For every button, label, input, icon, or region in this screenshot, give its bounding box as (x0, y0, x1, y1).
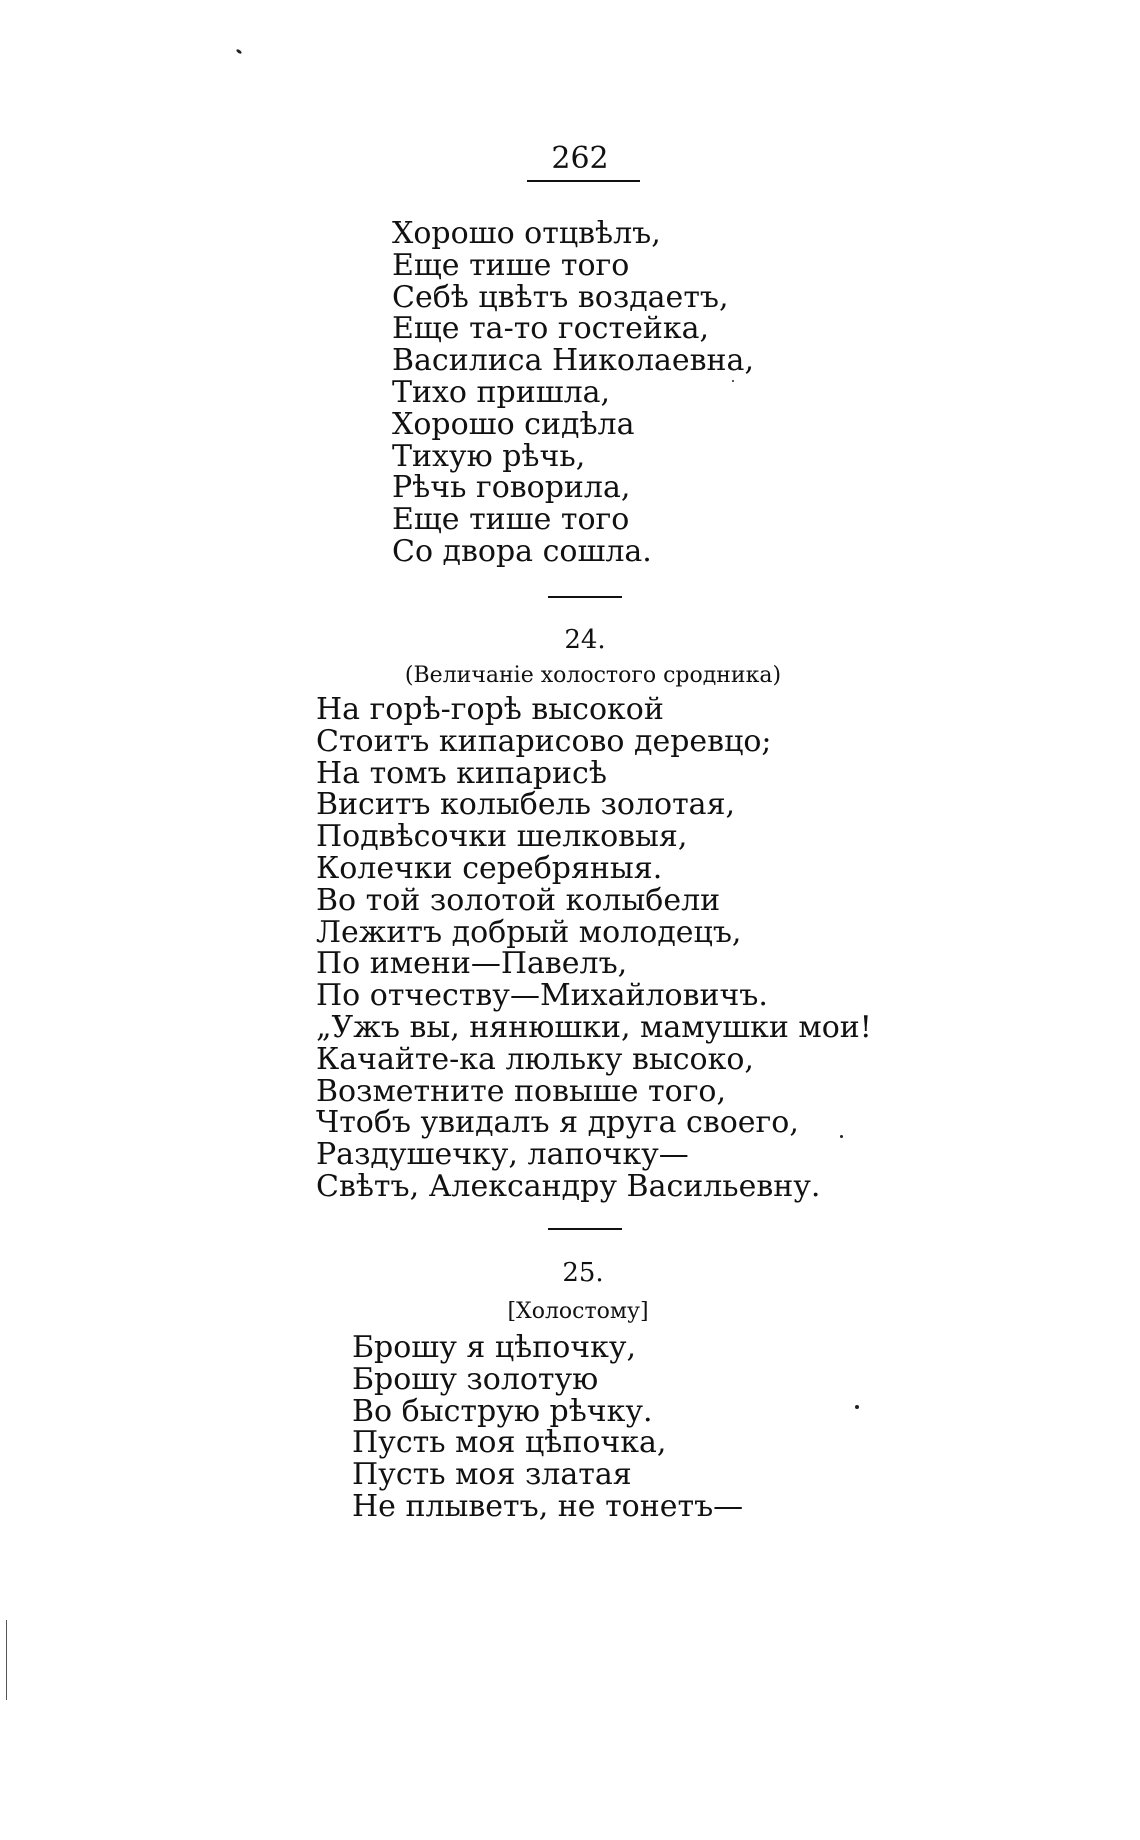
verse-line: „Ужъ вы, нянюшки, мамушки мои! (316, 1009, 872, 1045)
verse-line: Лежитъ добрый молодецъ, (316, 914, 742, 950)
stanza-continued (392, 218, 754, 568)
verse-line: Еще тише того (392, 502, 630, 538)
verse-line: Качайте-ка люльку высоко, (316, 1041, 754, 1077)
song-24-verse (316, 694, 872, 1203)
verse-line: Еще тише того (392, 247, 630, 283)
verse-line: Пусть моя златая (352, 1457, 632, 1493)
section-divider (548, 596, 622, 598)
verse-line: Во той золотой колыбели (316, 882, 721, 918)
verse-line: Брошу я цѣпочку, (352, 1330, 637, 1365)
verse-line: Виситъ колыбель золотая, (316, 787, 736, 823)
verse-line: Не плыветъ, не тонетъ— (352, 1488, 744, 1524)
verse-line: Тихую рѣчь, (392, 438, 586, 474)
verse-line: Василиса Николаевна, (392, 343, 754, 379)
section-divider (548, 1228, 622, 1230)
verse-line: Возметните повыше того, (316, 1073, 727, 1109)
verse-line: Во быструю рѣчку. (352, 1393, 653, 1429)
verse-line: Пусть моя цѣпочка, (352, 1425, 667, 1461)
page-number-rule (527, 180, 640, 182)
song-title: [Холостому] (507, 1299, 649, 1324)
verse-line: Брошу золотую (352, 1361, 599, 1397)
verse-line: Со двора сошла. (392, 533, 652, 569)
verse-line: На томъ кипарисѣ (316, 755, 607, 791)
verse-line: Свѣтъ, Александру Васильевну. (316, 1168, 821, 1204)
verse-line: Хорошо сидѣла (392, 406, 635, 442)
song-25-verse (352, 1332, 743, 1523)
song-number: 25. (562, 1258, 604, 1288)
song-title: (Величаніе холостого сродника) (404, 663, 782, 688)
page-edge-mark (6, 1620, 7, 1700)
verse-line: Рѣчь говорила, (392, 470, 631, 506)
verse-line: Чтобъ увидалъ я друга своего, (316, 1105, 799, 1141)
verse-line: Колечки серебряныя. (316, 850, 663, 886)
verse-line: Себѣ цвѣтъ воздаетъ, (392, 279, 729, 315)
verse-line: На горѣ-горѣ высокой (316, 692, 664, 727)
verse-line: Стоитъ кипарисово деревцо; (316, 723, 772, 759)
song-number: 24. (564, 625, 606, 655)
verse-line: По имени—Павелъ, (316, 946, 628, 982)
ink-speck (236, 49, 243, 55)
ink-speck (855, 1405, 859, 1409)
verse-line: Тихо пришла, (392, 374, 611, 410)
verse-line: Хорошо отцвѣлъ, (392, 216, 661, 251)
verse-line: Раздушечку, лапочку— (316, 1137, 689, 1173)
page-number: 262 (551, 141, 609, 176)
verse-line: Еще та-то гостейка, (392, 311, 709, 347)
verse-line: Подвѣсочки шелковыя, (316, 819, 688, 855)
verse-line: По отчеству—Михайловичъ. (316, 978, 768, 1014)
